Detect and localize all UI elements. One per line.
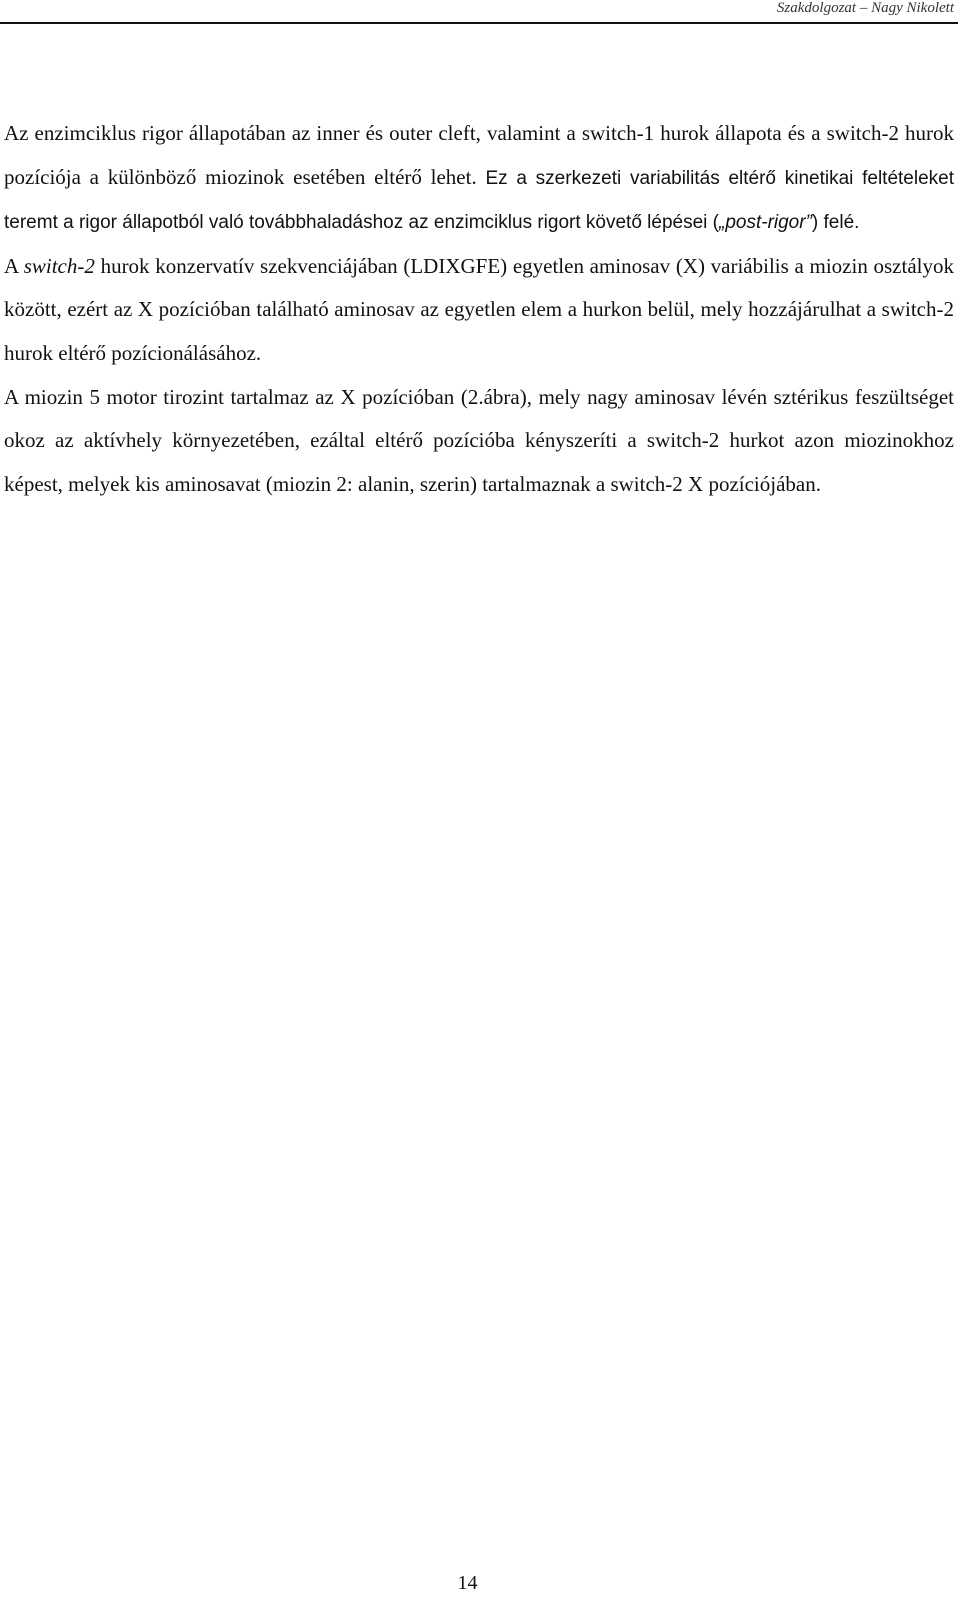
paragraph-1-part-a: Az enzimciklus rigor állapotában az inner és outer cleft, valamint a switch-1 hurok állapota és a switch-2 hurok pozíciója a különböző miozinok esetében eltérő lehet. xyxy=(4,121,954,189)
page-header xyxy=(0,0,958,22)
header-title: Szakdolgozat – Nagy Nikolett xyxy=(776,0,954,16)
paragraph-2-part-c: hurok konzervatív szekvenciájában (LDIXGFE) egyetlen aminosav (X) variábilis a miozin osztályok között, ezért az X pozícióban található aminosav az egyetlen elem a hurkon belül, mely hozzájárulhat a switch-2 hurok eltérő pozícionálásához. xyxy=(4,253,954,365)
paragraph-1-part-b: Ez a szerkezeti variabilitás eltérő kinetikai feltételeket teremt a rigor állapotból való továbbhaladáshoz az enzimciklus rigort követő lépései ( xyxy=(4,167,955,234)
paragraph-1 xyxy=(4,112,954,245)
paragraph-1-post-rigor: „post-rigor” xyxy=(719,212,812,234)
page-number: 14 xyxy=(457,1572,478,1594)
paragraph-2-switch-2: switch-2 xyxy=(23,253,95,278)
header-rule xyxy=(0,22,958,24)
body-text xyxy=(4,112,954,506)
paragraph-1-part-d: ) felé. xyxy=(811,212,860,234)
paragraph-3: A miozin 5 motor tirozint tartalmaz az X pozícióban (2.ábra), mely nagy aminosav lévén sztérikus feszültséget okoz az aktívhely környezetében, ezáltal eltérő pozícióba kényszeríti a switch-2 hurkot azon miozinokhoz képest, melyek kis aminosavat (miozin 2: alanin, szerin) tartalmaznak a switch-2 X pozíciójában. xyxy=(4,384,954,496)
paragraph-2-part-a: A xyxy=(4,253,24,278)
paragraph-2 xyxy=(4,245,954,376)
